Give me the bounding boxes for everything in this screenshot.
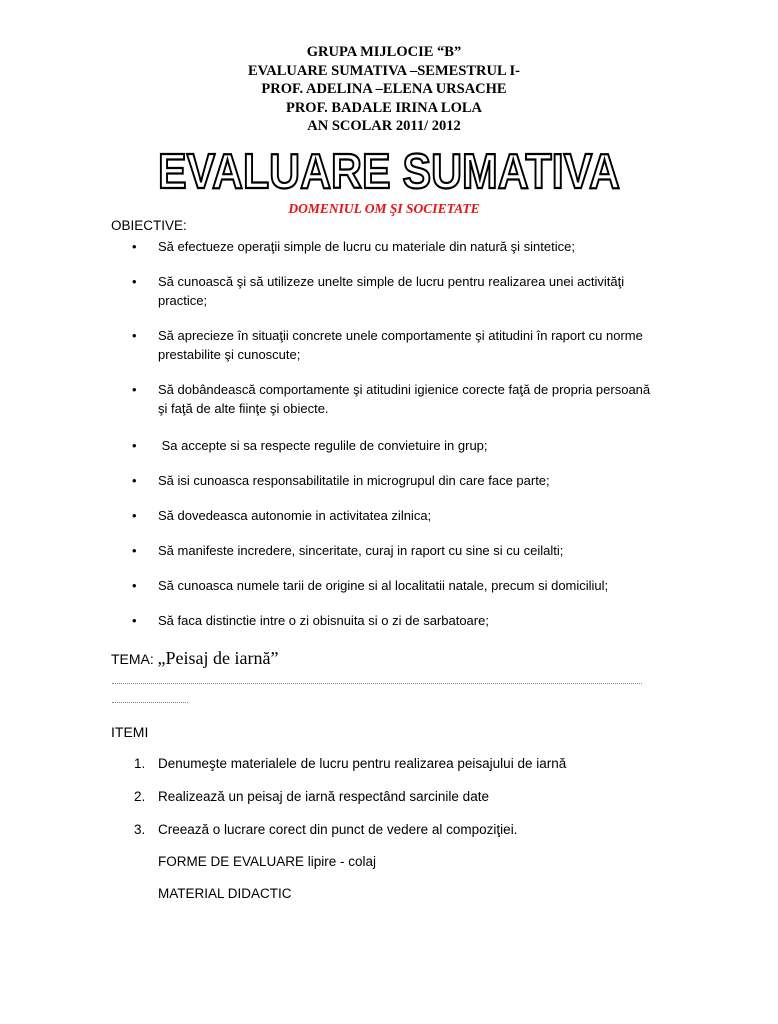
header-group: GRUPA MIJLOCIE “B” [306,44,462,60]
theme-value: „Peisaj de iarnă” [157,648,279,668]
objective-text: Să aprecieze în situaţii concrete unele comportamente şi atitudini în raport cu norme prestabilite şi cunoscute; [158,328,643,362]
bullet-icon: • [132,613,137,628]
item-number: 1. [134,756,146,771]
objective-text: Să faca distinctie intre o zi obisnuita si o zi de sarbatoare; [158,613,489,628]
wordart-title-text: EVALUARE SUMATIVA [158,145,620,199]
document-header [0,43,768,136]
objective-text: Să cunoasca numele tarii de origine si al localitatii natale, precum si domiciliul; [158,578,609,593]
domain-heading: DOMENIUL OM ŞI SOCIETATE [288,201,480,216]
objective-text: Să isi cunoasca responsabilitatile in microgrupul din care face parte; [158,473,550,488]
objective-text: Să efectueze operaţii simple de lucru cu materiale din natură şi sintetice; [158,239,575,254]
wordart-title-svg [154,140,624,200]
teaching-material: MATERIAL DIDACTIC [158,886,292,901]
item-text: Realizează un peisaj de iarnă respectând sarcinile date [158,789,489,804]
header-teacher-1: PROF. ADELINA –ELENA URSACHE [261,81,507,97]
objective-text: Să manifeste incredere, sinceritate, curaj in raport cu sine si cu ceilalti; [158,543,564,558]
objective-text: Să dovedeasca autonomie in activitatea zilnica; [158,508,432,523]
bullet-icon: • [132,578,137,593]
header-school-year: AN SCOLAR 2011/ 2012 [307,118,461,134]
dotted-line [112,683,642,684]
bullet-icon: • [132,274,137,289]
item-text: Creează o lucrare corect din punct de vedere al compoziţiei. [158,822,518,837]
item-number: 2. [134,789,146,804]
header-teacher-2: PROF. BADALE IRINA LOLA [285,99,483,116]
dotted-line [112,702,188,703]
bullet-icon: • [132,438,137,453]
evaluation-forms: FORME DE EVALUARE lipire - colaj [158,854,377,869]
item-text: Denumeşte materialele de lucru pentru realizarea peisajului de iarnă [158,756,567,771]
objective-text: Să cunoască şi să utilizeze unelte simple de lucru pentru realizarea unei activităţi practice; [158,274,625,308]
theme-label: TEMA: [111,651,154,667]
item-number: 3. [134,822,146,837]
bullet-icon: • [132,239,137,254]
bullet-icon: • [132,328,137,343]
bullet-icon: • [132,473,137,488]
header-evaluation: EVALUARE SUMATIVA –SEMESTRUL I- [248,62,520,79]
bullet-icon: • [132,382,137,397]
bullet-icon: • [132,508,137,523]
items-label: ITEMI [111,724,149,740]
theme-line [111,648,278,669]
wordart-title [0,140,778,200]
objectives-label: OBIECTIVE: [111,218,187,233]
objective-text: Sa accepte si sa respecte regulile de convietuire in grup; [158,438,488,453]
bullet-icon: • [132,543,137,558]
objective-text: Să dobândească comportamente şi atitudini igienice corecte faţă de propria persoană şi faţă de alte fiinţe şi obiecte. [158,382,651,416]
